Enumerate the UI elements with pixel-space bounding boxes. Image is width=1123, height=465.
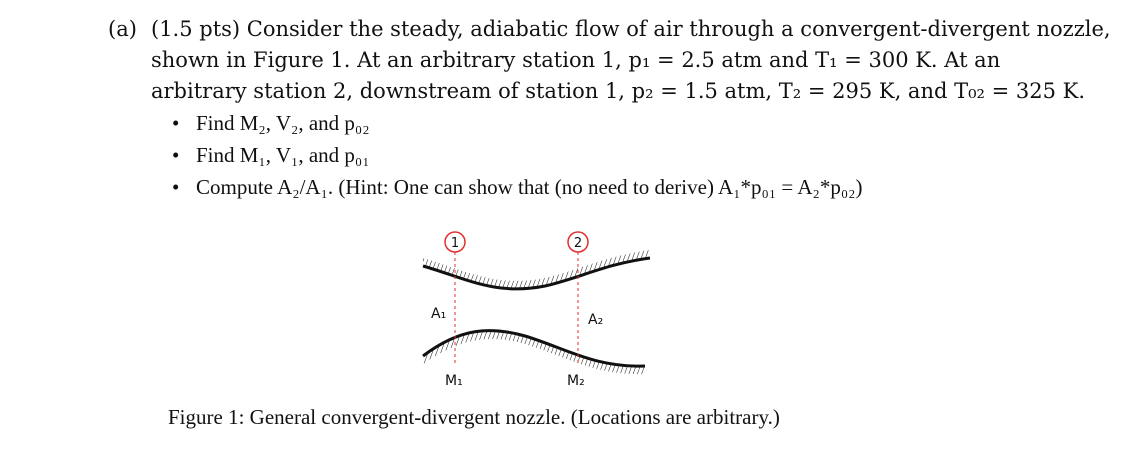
problem-line-1: (1.5 pts) Consider the steady, adiabatic flow of air through a convergent-divergent nozzle,	[151, 17, 1111, 41]
task-item-1: • Find M₂, V₂, and p₀₂	[172, 107, 862, 139]
station-1-label: 1	[450, 236, 460, 251]
problem-intro	[108, 14, 1111, 107]
task-item-3: • Compute A₂/A₁. (Hint: One can show that (no need to derive) A₁*p₀₁ = A₂*p₀₂)	[172, 171, 862, 203]
problem-label: (a)	[108, 17, 137, 41]
problem-line-2: shown in Figure 1. At an arbitrary station 1, p₁ = 2.5 atm and T₁ = 300 K. At an	[151, 48, 1001, 72]
station-2-label: 2	[573, 236, 583, 251]
task-list	[172, 107, 862, 203]
problem-line-3: arbitrary station 2, downstream of station 1, p₂ = 1.5 atm, T₂ = 295 K, and T₀₂ = 325 K.	[151, 79, 1085, 103]
lower-wall	[423, 331, 645, 367]
area-2-label: A₂	[588, 312, 604, 328]
nozzle-diagram	[405, 228, 665, 398]
mach-1-label: M₁	[445, 373, 463, 389]
mach-2-label: M₂	[567, 373, 585, 389]
task-item-2: • Find M₁, V₁, and p₀₁	[172, 139, 862, 171]
area-1-label: A₁	[431, 306, 447, 322]
problem-text	[108, 14, 1111, 107]
upper-wall-hatch	[423, 250, 650, 289]
nozzle-figure	[405, 228, 665, 398]
figure-caption: Figure 1: General convergent-divergent nozzle. (Locations are arbitrary.)	[168, 405, 780, 429]
